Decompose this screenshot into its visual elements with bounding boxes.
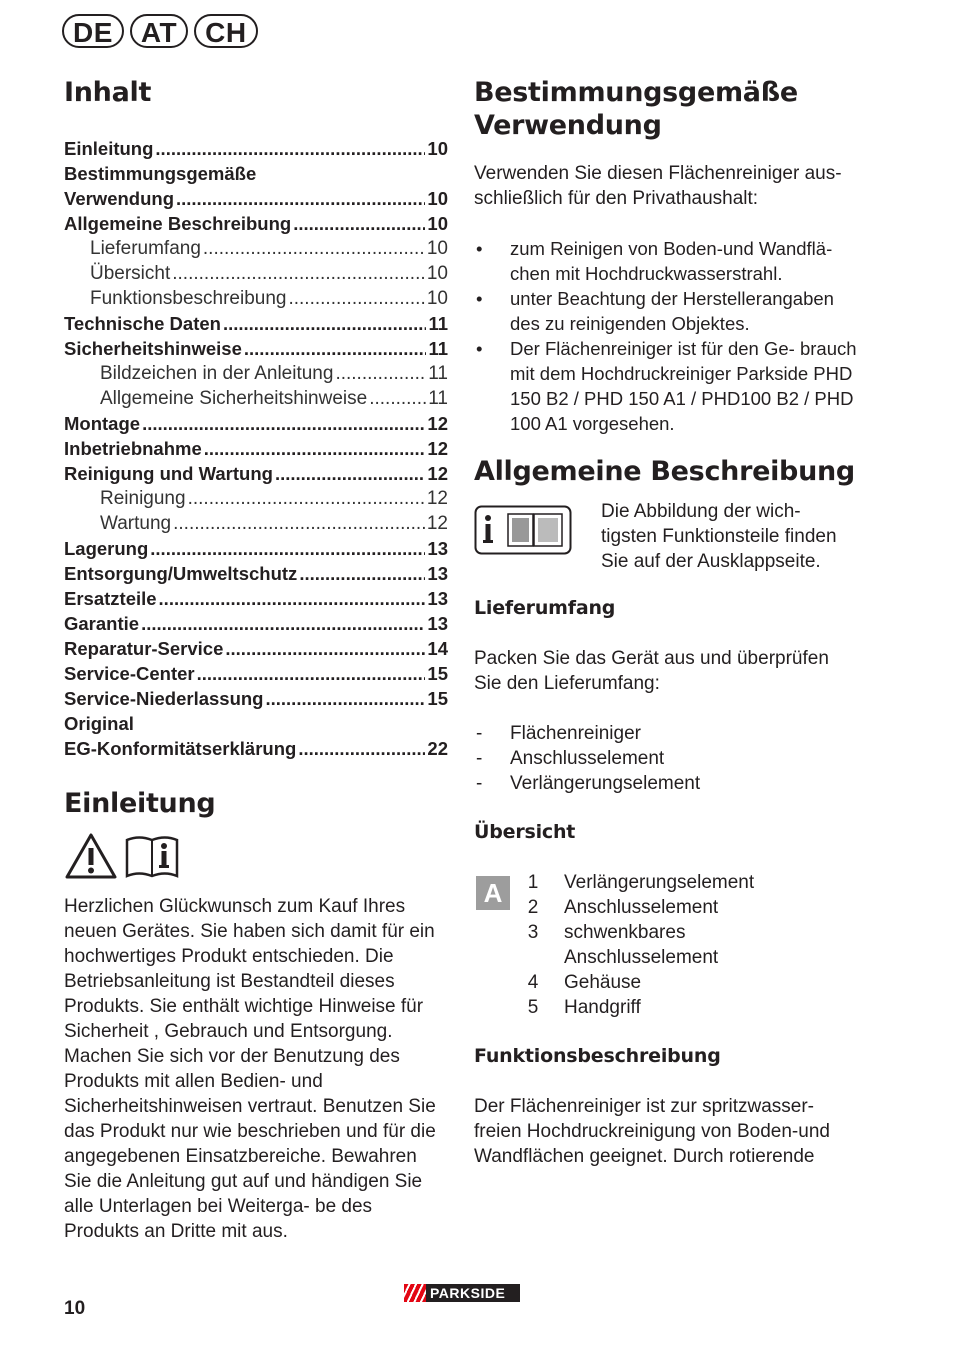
list-item: • Der Flächenreiniger ist für den Ge- brauch mit dem Hochdruckreiniger Parkside PHD 150 B2 / PHD 150 A1 / PHD100 B2 / PHD 100 A1 vorgesehen.: [476, 338, 857, 434]
uebersicht-block: [474, 870, 858, 1020]
toc-entry[interactable]: Bestimmungsgemäße: [64, 163, 257, 184]
toc-entry[interactable]: Entsorgung/Umweltschutz ..... 13: [64, 561, 448, 586]
toc-entry[interactable]: Technische Daten ..... 11: [64, 311, 448, 336]
right-column: [474, 72, 858, 1169]
toc-entry[interactable]: Garantie ..... 13: [64, 611, 448, 636]
manual-info-icon: [124, 832, 180, 880]
toc-entry[interactable]: Lieferumfang ..... 10: [64, 236, 448, 261]
toc-entry[interactable]: Service-Center ..... 15: [64, 661, 448, 686]
section-title-verwendung: Bestimmungsgemäße Verwendung: [474, 77, 798, 141]
page-number: 10: [64, 1298, 86, 1319]
section-title-einleitung: Einleitung: [64, 788, 216, 819]
list-item: 4 Gehäuse: [527, 972, 642, 993]
einleitung-text: Herzlichen Glückwunsch zum Kauf Ihres neuen Gerätes. Sie haben sich damit für ein hochwertiges Produkt entschieden. Die Betriebsanleitung ist Bestandteil dieses Produkts. Sie enthält wichtige Hinweise für Sicherheit , Gebrauch und Entsorgung. Machen Sie sich vor der Benutzung des Produkts mit allen Bedien- und Sicherheitshinweisen vertraut. Benutzen Sie das Produkt nur wie beschrieben und für die angegebenen Einsatzbereiche. Bewahren Sie die Anleitung gut auf und händigen Sie alle Unterlagen bei Weiterga- be des Produkts an Dritte mit aus.: [64, 896, 436, 1242]
toc-entry[interactable]: Montage ..... 12: [64, 411, 448, 436]
lang-badge-at: AT: [130, 14, 188, 48]
toc-entry[interactable]: Wartung ..... 12: [64, 511, 448, 536]
lieferumfang-list: [474, 721, 858, 796]
list-item: 2 Anschlusselement: [527, 897, 719, 918]
brand-stripes-icon: [404, 1284, 426, 1302]
list-item: 5 Handgriff: [527, 997, 641, 1018]
toc-entry[interactable]: Reparatur-Service ..... 14: [64, 636, 448, 661]
toc-entry[interactable]: Reinigung und Wartung ..... 12: [64, 461, 448, 486]
toc-entry[interactable]: Allgemeine Beschreibung ..... 10: [64, 211, 448, 236]
brand-name: PARKSIDE: [430, 1285, 506, 1301]
list-item: - Flächenreiniger: [476, 723, 641, 744]
funktion-text: Der Flächenreiniger ist zur spritzwasser- freien Hochdruckreinigung von Boden-und Wandflächen geeignet. Durch rotierende: [474, 1096, 830, 1167]
lang-badge-ch: CH: [194, 14, 257, 48]
list-item: • zum Reinigen von Boden-und Wandflä- chen mit Hochdruckwasserstrahl.: [476, 238, 833, 284]
toc-entry[interactable]: Original: [64, 713, 134, 734]
toc-entry[interactable]: Einleitung ..... 10: [64, 136, 448, 161]
toc-entry[interactable]: Übersicht ..... 10: [64, 261, 448, 286]
table-of-contents: [64, 136, 448, 761]
toc-entry[interactable]: Reinigung ..... 12: [64, 486, 448, 511]
info-block: [474, 499, 858, 574]
info-text: Die Abbildung der wich- tigsten Funktionsteile finden Sie auf der Ausklappseite.: [601, 501, 837, 572]
toc-entry[interactable]: Ersatzteile ..... 13: [64, 586, 448, 611]
toc-entry[interactable]: Sicherheitshinweise ..... 11: [64, 336, 448, 361]
list-item: 1 Verlängerungselement: [527, 872, 755, 893]
list-item: - Verlängerungselement: [476, 773, 701, 794]
toc-entry[interactable]: Lagerung ..... 13: [64, 536, 448, 561]
toc-entry[interactable]: Bildzeichen in der Anleitung ..... 11: [64, 361, 448, 386]
lieferumfang-intro: Packen Sie das Gerät aus und überprüfen Sie den Lieferumfang:: [474, 648, 829, 694]
toc-entry[interactable]: Service-Niederlassung ..... 15: [64, 686, 448, 711]
subsection-title-funktion: Funktionsbeschreibung: [474, 1045, 721, 1067]
lang-badge-de: DE: [62, 14, 124, 48]
subsection-title-lieferumfang: Lieferumfang: [474, 597, 616, 619]
toc-entry[interactable]: Verwendung ..... 10: [64, 186, 448, 211]
list-item: • unter Beachtung der Herstellerangaben des zu reinigenden Objektes.: [476, 288, 834, 334]
list-item: - Anschlusselement: [476, 748, 665, 769]
left-column: [64, 72, 448, 1244]
toc-entry[interactable]: Allgemeine Sicherheitshinweise ..... 11: [64, 386, 448, 411]
toc-entry[interactable]: Funktionsbeschreibung ..... 10: [64, 286, 448, 311]
section-title-beschreibung: Allgemeine Beschreibung: [474, 456, 855, 487]
language-badges: [62, 14, 258, 48]
warning-triangle-icon: [64, 832, 118, 880]
figure-badge-a: A: [476, 876, 510, 910]
verwendung-list: [474, 236, 858, 436]
warning-manual-icons: [64, 832, 448, 880]
toc-entry[interactable]: Inbetriebnahme ..... 12: [64, 436, 448, 461]
toc-title: Inhalt: [64, 77, 152, 108]
parkside-logo: [404, 1284, 520, 1302]
toc-entry[interactable]: EG-Konformitätserklärung ..... 22: [64, 736, 448, 761]
verwendung-intro: Verwenden Sie diesen Flächenreiniger aus- schließlich für den Privathaushalt:: [474, 163, 842, 209]
foldout-info-icon: [474, 505, 572, 555]
subsection-title-uebersicht: Übersicht: [474, 821, 576, 843]
list-item: 3 schwenkbares Anschlusselement: [527, 922, 719, 968]
